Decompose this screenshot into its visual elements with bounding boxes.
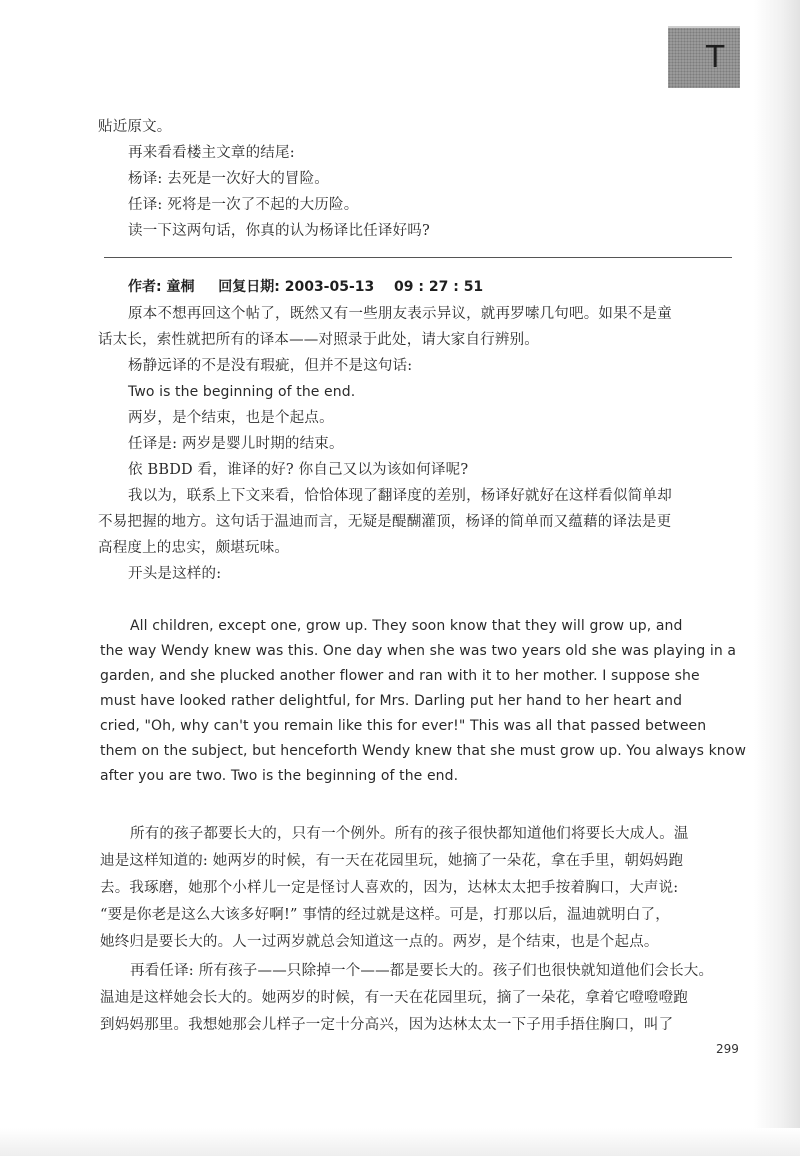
english-line: the way Wendy knew was this. One day when she was two years old she was playing in a [100, 643, 737, 659]
chapter-tab-letter: T [706, 40, 725, 75]
page-edge-shadow [754, 0, 800, 1156]
text-line: 原本不想再回这个帖了，既然又有一些朋友表示异议，就再罗嗦几句吧。如果不是童 [128, 306, 672, 322]
text-line: 不易把握的地方。这句话于温迪而言，无疑是醍醐灌顶，杨译的简单而又蕴藉的译法是更 [98, 514, 672, 530]
text-line: 高程度上的忠实，颇堪玩味。 [98, 540, 290, 556]
text-line: 读一下这两句话，你真的认为杨译比任译好吗? [128, 223, 430, 239]
text-line: 杨译: 去死是一次好大的冒险。 [128, 171, 329, 187]
english-line: cried, "Oh, why can't you remain like this for ever!" This was all that passed between [100, 718, 707, 734]
chapter-tab [668, 26, 740, 88]
text-line: 迪是这样知道的: 她两岁的时候，有一天在花园里玩，她摘了一朵花，拿在手里，朝妈妈跑 [100, 853, 684, 869]
english-quote: Two is the beginning of the end. [128, 384, 356, 400]
text-line: 再来看看楼主文章的结尾: [128, 145, 295, 161]
english-line: garden, and she plucked another flower and ran with it to her mother. I suppose she [100, 668, 700, 684]
text-line: 任译: 死将是一次了不起的大历险。 [128, 197, 359, 213]
text-line: 任译是: 两岁是婴儿时期的结束。 [128, 436, 344, 452]
text-line: 到妈妈那里。我想她那会儿样子一定十分高兴，因为达林太太一下子用手捂住胸口，叫了 [100, 1017, 674, 1033]
english-line: must have looked rather delightful, for Mrs. Darling put her hand to her heart and [100, 693, 683, 709]
text-line: 我以为，联系上下文来看，恰恰体现了翻译度的差别，杨译好就好在这样看似简单却 [128, 488, 672, 504]
text-line: 两岁，是个结束，也是个起点。 [128, 410, 334, 426]
text-line: 杨静远译的不是没有瑕疵，但并不是这句话: [128, 358, 413, 374]
date-label: 回复日期: [218, 279, 280, 295]
english-line: All children, except one, grow up. They soon know that they will grow up, and [130, 618, 683, 634]
author-label: 作者: [128, 279, 162, 295]
text-line: 贴近原文。 [98, 119, 172, 135]
page-number: 299 [716, 1042, 739, 1056]
text-line: 所有的孩子都要长大的，只有一个例外。所有的孩子很快都知道他们将要长大成人。温 [130, 826, 689, 842]
english-line: them on the subject, but henceforth Wendy knew that she must grow up. You always know [100, 743, 746, 759]
text-line: 开头是这样的: [128, 566, 222, 582]
english-line: after you are two. Two is the beginning of the end. [100, 768, 459, 784]
reply-date: 2003-05-13 [284, 279, 375, 295]
text-line: “要是你老是这么大该多好啊!” 事情的经过就是这样。可是，打那以后，温迪就明白了， [100, 907, 670, 923]
text-line: 温迪是这样她会长大的。她两岁的时候，有一天在花园里玩，摘了一朵花，拿着它噔噔噔跑 [100, 990, 688, 1006]
reply-header [128, 276, 483, 296]
text-line: 话太长，索性就把所有的译本——对照录于此处，请大家自行辨别。 [98, 332, 539, 348]
page-bottom-shadow [0, 1128, 800, 1156]
text-line: 依 BBDD 看，谁译的好? 你自己又以为该如何译呢? [128, 462, 469, 478]
author-name: 童桐 [166, 279, 195, 295]
reply-time: 09 : 27 : 51 [394, 279, 484, 295]
section-divider [104, 257, 732, 258]
text-line: 去。我琢磨，她那个小样儿一定是怪讨人喜欢的，因为，达林太太把手按着胸口，大声说: [100, 880, 679, 896]
text-line: 再看任译: 所有孩子——只除掉一个——都是要长大的。孩子们也很快就知道他们会长大。 [130, 963, 714, 979]
text-line: 她终归是要长大的。人一过两岁就总会知道这一点的。两岁，是个结束，也是个起点。 [100, 934, 659, 950]
